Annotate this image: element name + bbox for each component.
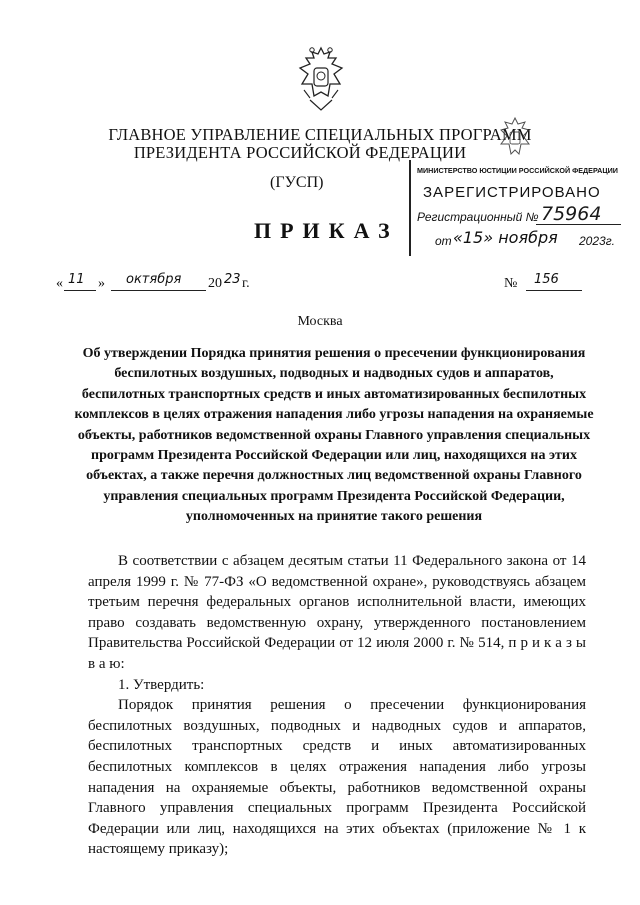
- stamp-reg-label: Регистрационный №: [417, 210, 539, 224]
- org-abbreviation: (ГУСП): [270, 174, 324, 191]
- coat-of-arms-icon: [290, 44, 352, 116]
- stamp-date-value: «15» ноября: [453, 228, 558, 247]
- stamp-crest-icon: [495, 116, 535, 162]
- order-heading: Об утверждении Порядка принятия решения о пресечении функционирования беспилотных воздушных, подводных и надводных судов и аппаратов, беспилотных транспортных средств и иных автоматизированных беспилотных комплексов в целях отражения нападения либо угрозы нападения на охраняемые объекты, работников ведомственной охраны Главного управления специальных программ Президента Российской Федерации или лиц, находящихся на этих объектах, а также перечня должностных лиц ведомственной охраны Главного управления специальных программ Президента Российской Федерации, уполномоченных на принятие такого решения: [74, 346, 594, 525]
- body-paragraph-1: [88, 551, 586, 675]
- org-name-line2: ПРЕЗИДЕНТА РОССИЙСКОЙ ФЕДЕРАЦИИ: [133, 143, 467, 162]
- stamp-date-prefix: от: [435, 234, 452, 248]
- order-day: 11: [68, 272, 85, 287]
- city: Москва: [297, 314, 343, 329]
- body-paragraph-2: 1. Утвердить:: [118, 676, 205, 693]
- stamp-ministry: МИНИСТЕРСТВО ЮСТИЦИИ РОССИЙСКОЙ ФЕДЕРАЦИИ: [417, 166, 618, 175]
- order-date-bar: [56, 272, 586, 296]
- order-body: [88, 551, 586, 860]
- date-close-quote: »: [98, 276, 105, 291]
- order-number: 156: [534, 272, 559, 287]
- month-underline: [111, 290, 206, 291]
- org-name-line1: ГЛАВНОЕ УПРАВЛЕНИЕ СПЕЦИАЛЬНЫХ ПРОГРАММ: [108, 125, 532, 144]
- body-paragraph-1-text: В соответствии с абзацем десятым статьи 11 Федерального закона от 14 апреля 1999 г. № 77-ФЗ «О ведомственной охране», руководствуясь абзацем третьим перечня федеральных органов исполнительной власти, имеющих право создавать ведомственную охрану, утвержденного постановлением Правительства Российской Федерации от 12 июля 2000 г. № 514,: [88, 553, 586, 652]
- stamp-reg-number: 75964: [541, 203, 602, 225]
- order-month: октября: [126, 272, 182, 287]
- stamp-registered: ЗАРЕГИСТРИРОВАНО: [423, 184, 601, 201]
- order-year-suffix: 23: [224, 272, 241, 287]
- registration-stamp: [409, 160, 629, 256]
- stamp-year: 2023г.: [579, 234, 615, 248]
- body-paragraph-3: Порядок принятия решения о пресечении функционирования беспилотных воздушных, подводных и надводных судов и аппаратов, беспилотных транспортных средств и иных автоматизированных беспилотных комплексов в целях отражения нападения либо угрозы нападения на охраняемые объекты, работников ведомственной охраны Главного управления специальных программ Президента Российской Федерации или лиц, находящихся на этих объектах (приложение № 1 к настоящему приказу);: [88, 697, 586, 858]
- date-open-quote: «: [56, 276, 63, 291]
- number-underline: [526, 290, 582, 291]
- body-paragraph-1-order-word: п р и к а з ы в а ю:: [88, 635, 586, 672]
- document-title: ПРИКАЗ: [254, 218, 399, 243]
- order-year-prefix: 20: [208, 276, 222, 291]
- order-year-g: г.: [242, 276, 250, 291]
- stamp-underline: [536, 224, 621, 225]
- day-underline: [64, 290, 96, 291]
- order-number-label: №: [504, 276, 518, 291]
